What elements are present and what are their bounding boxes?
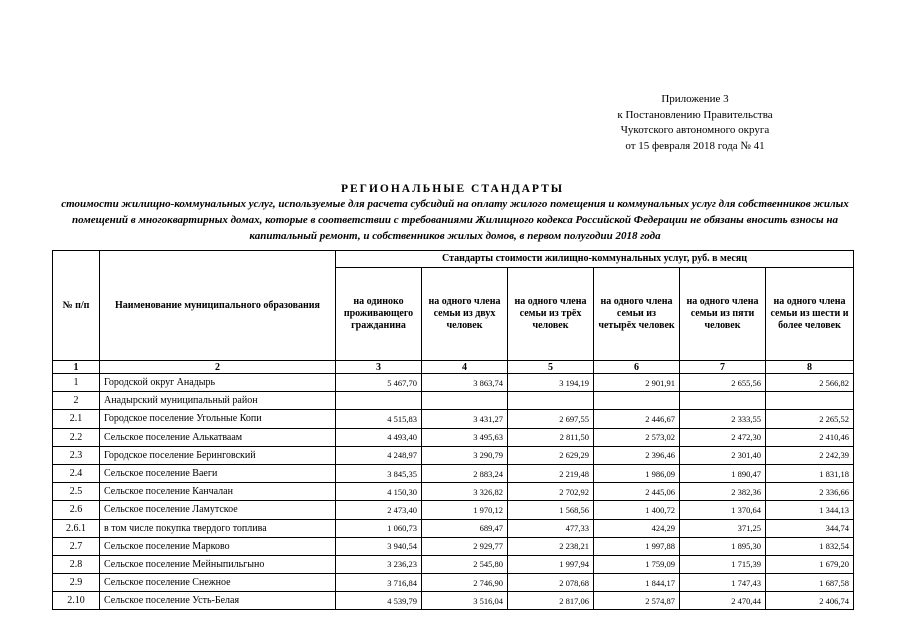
table-row	[53, 410, 854, 428]
standard-value: 2 573,02	[594, 428, 680, 446]
standard-value: 1 715,39	[680, 555, 766, 573]
header-sub: на одного члена семьи из шести и более человек	[766, 268, 854, 361]
municipality-name: Сельское поселение Усть-Белая	[100, 592, 336, 610]
standard-value: 2 446,67	[594, 410, 680, 428]
standard-value: 424,29	[594, 519, 680, 537]
table-row	[53, 464, 854, 482]
standard-value: 1 832,54	[766, 537, 854, 555]
row-number: 2.6	[53, 501, 100, 519]
standard-value: 1 747,43	[680, 574, 766, 592]
standard-value	[680, 392, 766, 410]
standard-value: 2 242,39	[766, 446, 854, 464]
municipality-name: Городской округ Анадырь	[100, 374, 336, 392]
table-row	[53, 392, 854, 410]
appendix-line: Приложение 3	[661, 93, 729, 105]
table-row	[53, 446, 854, 464]
standard-value: 1 060,73	[336, 519, 422, 537]
standard-value: 3 845,35	[336, 464, 422, 482]
appendix-line: от 15 февраля 2018 года № 41	[625, 139, 765, 152]
standard-value: 1 370,64	[680, 501, 766, 519]
column-number: 5	[508, 361, 594, 374]
standard-value: 2 470,44	[680, 592, 766, 610]
standard-value: 1 344,13	[766, 501, 854, 519]
standard-value	[508, 392, 594, 410]
standard-value: 477,33	[508, 519, 594, 537]
column-number: 2	[100, 361, 336, 374]
standard-value: 2 883,24	[422, 464, 508, 482]
column-number: 3	[336, 361, 422, 374]
standard-value: 1 997,94	[508, 555, 594, 573]
standard-value: 4 248,97	[336, 446, 422, 464]
municipality-name: Городское поселение Угольные Копи	[100, 410, 336, 428]
column-number: 4	[422, 361, 508, 374]
standard-value: 1 997,88	[594, 537, 680, 555]
standard-value: 2 629,29	[508, 446, 594, 464]
standard-value: 1 844,17	[594, 574, 680, 592]
standard-value: 2 746,90	[422, 574, 508, 592]
table-row	[53, 592, 854, 610]
standard-value: 3 863,74	[422, 374, 508, 392]
appendix-line: к Постановлению Правительства	[617, 108, 773, 121]
table-row	[53, 555, 854, 573]
standard-value: 1 400,72	[594, 501, 680, 519]
standard-value: 371,25	[680, 519, 766, 537]
standard-value: 3 194,19	[508, 374, 594, 392]
row-number: 2.9	[53, 574, 100, 592]
standard-value: 2 655,56	[680, 374, 766, 392]
standard-value: 4 493,40	[336, 428, 422, 446]
standard-value: 2 078,68	[508, 574, 594, 592]
row-number: 2.2	[53, 428, 100, 446]
standard-value: 1 679,20	[766, 555, 854, 573]
standard-value: 2 396,46	[594, 446, 680, 464]
row-number: 2.4	[53, 464, 100, 482]
row-number: 1	[53, 374, 100, 392]
standard-value: 5 467,70	[336, 374, 422, 392]
municipality-name: Сельское поселение Алькатваам	[100, 428, 336, 446]
standard-value: 2 219,48	[508, 464, 594, 482]
header-sub: на одного члена семьи из двух человек	[422, 268, 508, 361]
header-sub: на одного члена семьи из трёх человек	[508, 268, 594, 361]
table-row	[53, 501, 854, 519]
standard-value: 2 817,06	[508, 592, 594, 610]
standard-value: 1 831,18	[766, 464, 854, 482]
table-row	[53, 574, 854, 592]
standard-value: 3 940,54	[336, 537, 422, 555]
standard-value: 2 697,55	[508, 410, 594, 428]
standard-value: 1 986,09	[594, 464, 680, 482]
row-number: 2.7	[53, 537, 100, 555]
standard-value	[336, 392, 422, 410]
standard-value: 2 574,87	[594, 592, 680, 610]
document-title: РЕГИОНАЛЬНЫЕ СТАНДАРТЫ	[340, 183, 565, 195]
standard-value: 2 811,50	[508, 428, 594, 446]
municipality-name: Сельское поселение Мейныпильгыно	[100, 555, 336, 573]
row-number: 2.5	[53, 483, 100, 501]
column-number: 1	[53, 361, 100, 374]
table-row	[53, 537, 854, 555]
standard-value: 689,47	[422, 519, 508, 537]
standard-value	[594, 392, 680, 410]
municipality-name: Городское поселение Беринговский	[100, 446, 336, 464]
row-number: 2.6.1	[53, 519, 100, 537]
standard-value: 3 495,63	[422, 428, 508, 446]
table-row	[53, 374, 854, 392]
standard-value: 1 890,47	[680, 464, 766, 482]
standard-value: 344,74	[766, 519, 854, 537]
column-number: 8	[766, 361, 854, 374]
standard-value: 2 410,46	[766, 428, 854, 446]
standard-value: 2 473,40	[336, 501, 422, 519]
standard-value: 2 901,91	[594, 374, 680, 392]
standard-value: 4 539,79	[336, 592, 422, 610]
standard-value: 2 301,40	[680, 446, 766, 464]
municipality-name: в том числе покупка твердого топлива	[100, 519, 336, 537]
header-sub: на одиноко проживающего гражданина	[336, 268, 422, 361]
standard-value: 2 702,92	[508, 483, 594, 501]
standard-value: 2 929,77	[422, 537, 508, 555]
standards-table	[52, 250, 854, 610]
column-number: 6	[594, 361, 680, 374]
document-subtitle: стоимости жилищно-коммунальных услуг, используемые для расчета субсидий на оплату жилого помещения и коммунальных услуг для собственников жилых помещений в многоквартирных домах, которые в соответствии с требованиями Жилищного кодекса Российской Федерации не обязаны вносить взносы на капитальный ремонт, и собственников жилых домов, в первом полугодии 2018 года	[61, 198, 849, 242]
table-row	[53, 428, 854, 446]
row-number: 2.8	[53, 555, 100, 573]
standard-value	[766, 392, 854, 410]
standard-value: 1 895,30	[680, 537, 766, 555]
standard-value: 2 382,36	[680, 483, 766, 501]
header-sub: на одного члена семьи из четырёх человек	[594, 268, 680, 361]
municipality-name: Сельское поселение Ламутское	[100, 501, 336, 519]
municipality-name: Сельское поселение Снежное	[100, 574, 336, 592]
standard-value: 3 326,82	[422, 483, 508, 501]
standard-value: 3 290,79	[422, 446, 508, 464]
municipality-name: Сельское поселение Канчалан	[100, 483, 336, 501]
standard-value: 4 150,30	[336, 483, 422, 501]
standard-value	[422, 392, 508, 410]
standard-value: 2 333,55	[680, 410, 766, 428]
municipality-name: Сельское поселение Ваеги	[100, 464, 336, 482]
header-group: Стандарты стоимости жилищно-коммунальных услуг, руб. в месяц	[336, 251, 854, 268]
municipality-name: Анадырский муниципальный район	[100, 392, 336, 410]
standard-value: 4 515,83	[336, 410, 422, 428]
standard-value: 1 687,58	[766, 574, 854, 592]
table-body	[53, 374, 854, 610]
standard-value: 3 516,04	[422, 592, 508, 610]
header-sub: на одного члена семьи из пяти человек	[680, 268, 766, 361]
row-number: 2	[53, 392, 100, 410]
standard-value: 2 472,30	[680, 428, 766, 446]
column-number: 7	[680, 361, 766, 374]
standard-value: 2 445,06	[594, 483, 680, 501]
standard-value: 3 431,27	[422, 410, 508, 428]
header-name: Наименование муниципального образования	[100, 251, 336, 361]
standard-value: 1 970,12	[422, 501, 508, 519]
standard-value: 2 336,66	[766, 483, 854, 501]
header-number: № п/п	[53, 251, 100, 361]
standard-value: 3 236,23	[336, 555, 422, 573]
row-number: 2.3	[53, 446, 100, 464]
appendix-line: Чукотского автономного округа	[620, 124, 770, 136]
table-row	[53, 483, 854, 501]
standard-value: 1 568,56	[508, 501, 594, 519]
standard-value: 2 545,80	[422, 555, 508, 573]
standard-value: 2 265,52	[766, 410, 854, 428]
appendix-block	[560, 92, 830, 154]
municipality-name: Сельское поселение Марково	[100, 537, 336, 555]
standard-value: 2 566,82	[766, 374, 854, 392]
standard-value: 2 406,74	[766, 592, 854, 610]
standard-value: 1 759,09	[594, 555, 680, 573]
row-number: 2.10	[53, 592, 100, 610]
row-number: 2.1	[53, 410, 100, 428]
standard-value: 3 716,84	[336, 574, 422, 592]
standard-value: 2 238,21	[508, 537, 594, 555]
table-row	[53, 519, 854, 537]
